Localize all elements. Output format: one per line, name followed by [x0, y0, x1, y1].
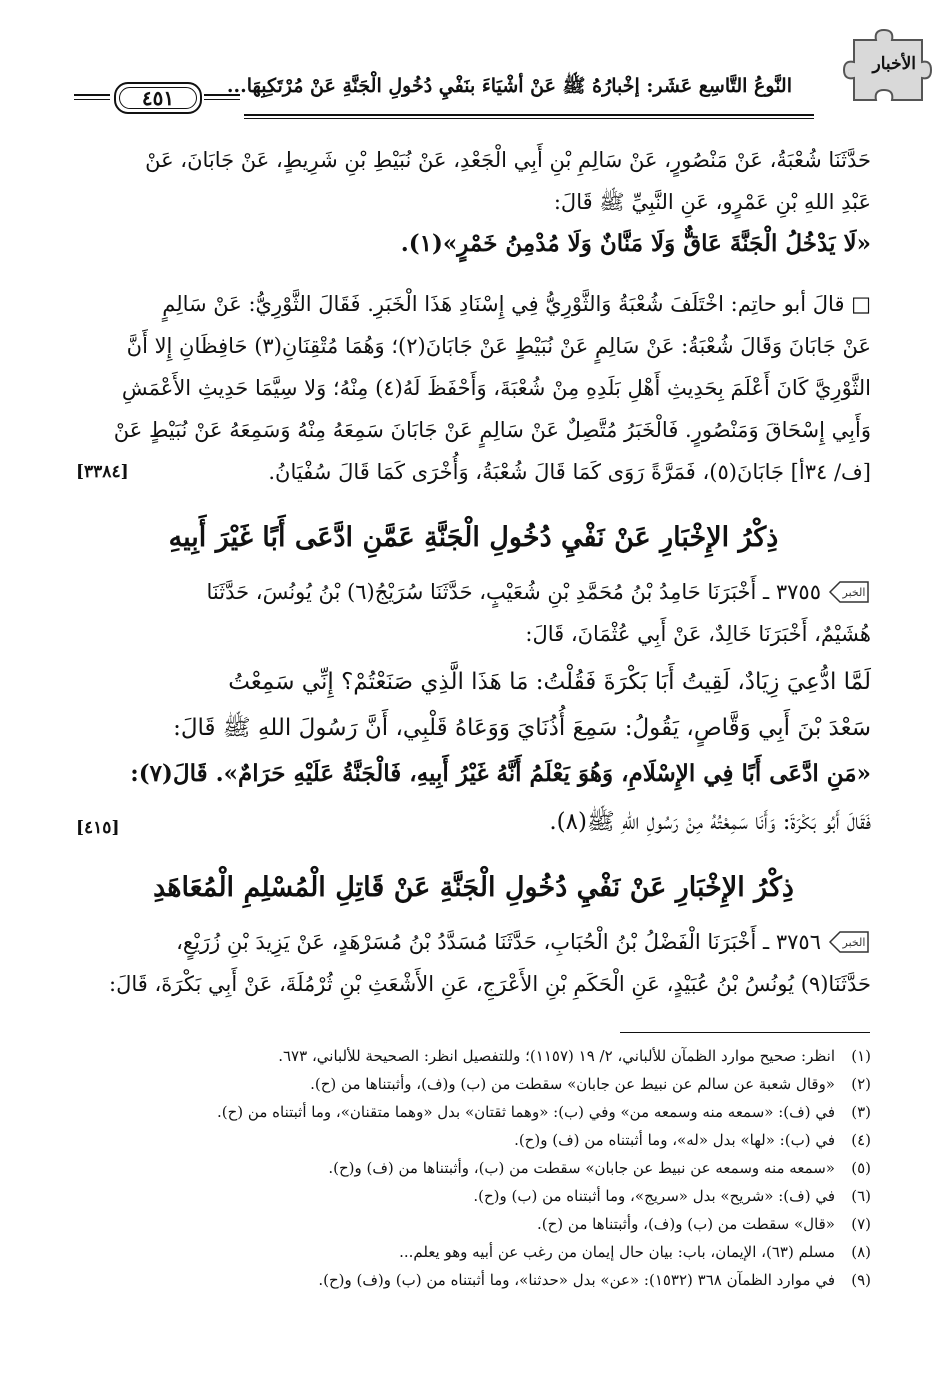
footnote-text: «قال» سقطت من (ب) و(ف)، وأثبتناها من (ح). — [536, 1215, 835, 1233]
text-line: فَقَالَ أَبُو بَكْرَةَ: وَأَنَا سَمِعْتُهُ مِنْ رَسُولِ اللهِ ﷺ(٨). — [549, 809, 871, 835]
header-rule-left — [74, 94, 110, 100]
section-heading: ذِكْرُ الإِخْبَارِ عَنْ نَفْيِ دُخُولِ الْجَنَّةِ عَمَّنِ ادَّعَى أَبًا غَيْرَ أَبِيهِ — [168, 522, 779, 553]
khabar-marker-icon — [826, 580, 872, 604]
footnote-number: (٤) — [851, 1131, 871, 1149]
khabar-label: الخبر — [842, 936, 866, 949]
header-rule — [244, 114, 814, 116]
text-line: وَأَبِي إِسْحَاقَ وَمَنْصُورٍ. فَالْخَبَرُ مُتَّصِلٌ عَنْ سَالِمٍ عَنْ جَابَانَ سَمِعَهُ مِنْهُ وَسَمِعَهُ عَنْ نُبَيْطٍ عَنْ — [113, 418, 871, 442]
section-heading: ذِكْرُ الإِخْبَارِ عَنْ نَفْيِ دُخُولِ الْجَنَّةِ عَنْ قَاتِلِ الْمُسْلِمِ الْمُعَاهَدِ — [153, 872, 794, 903]
page-number — [114, 82, 202, 114]
footnote — [76, 1100, 871, 1124]
footnote-number: (٩) — [851, 1271, 871, 1289]
text-line: ٣٧٥٦ ـ أَخْبَرَنَا الْفَضْلُ بْنُ الْحُبَابِ، حَدَّثَنَا مُسَدَّدُ بْنُ مُسَرْهَدٍ، عَنْ يَزِيدَ بْنِ زُرَيْعٍ، — [176, 930, 821, 954]
footnote-text: في موارد الظمآن ٣٦٨ (١٥٣٢): «عن» بدل «حدثنا»، وما أثبتناه من (ب) و(ف) و(ح). — [318, 1271, 835, 1289]
running-title: النَّوعُ التَّاسِع عَشَر: إخْبارُهُ ﷺ عَنْ أشْيَاءَ بنَفْيِ دُخُولِ الْجَنَّةِ عَنْ مُرْتَكِبِهَا... — [226, 75, 792, 97]
footnote — [76, 1128, 871, 1152]
footnote — [76, 1044, 871, 1068]
text-line: عَبْدِ اللهِ بْنِ عَمْرٍو، عَنِ النَّبِيِّ ﷺ قَالَ: — [553, 190, 871, 214]
footnote-number: (١) — [851, 1047, 871, 1065]
footnote — [76, 1212, 871, 1236]
footnote-text: انظر: صحيح موارد الظمآن للألباني، ٢/ ١٩ (١١٥٧)؛ وللتفصيل انظر: الصحيحة للألباني، ٦٧٣. — [278, 1047, 835, 1065]
text-line: عَنْ جَابَانَ وَقَالَ شُعْبَةُ: عَنْ سَالِمٍ عَنْ نُبَيْطٍ عَنْ جَابَانَ(٢)؛ وَهُمَا مُتْقِنَانِ(٣) حَافِظَانِ إِلا أَنَّ — [126, 334, 871, 358]
hadith-number-line: ٣٧٥٥ ـ أَخْبَرَنَا حَامِدُ بْنُ مُحَمَّدِ بْنِ شُعَيْبٍ، حَدَّثَنَا سُرَيْجُ(٦) بْنُ يُونُسَ، حَدَّثَنَا — [206, 580, 821, 604]
footnote — [76, 1184, 871, 1208]
footnote-number: (٥) — [851, 1159, 871, 1177]
page-number-text: ٤٥١ — [141, 86, 175, 110]
footnote — [76, 1240, 871, 1264]
page-header — [74, 70, 874, 120]
footnote-number: (٦) — [851, 1187, 871, 1205]
hadith-text: «لَا يَدْخُلُ الْجَنَّةَ عَاقٌّ وَلَا مَنَّانٌ وَلَا مُدْمِنُ خَمْرٍ»(١). — [400, 230, 871, 257]
footnote — [76, 1268, 871, 1292]
footnote — [76, 1156, 871, 1180]
text-line: لَمَّا ادُّعِيَ زِيَادٌ، لَقِيتُ أَبَا بَكْرَةَ فَقُلْتُ: مَا هَذَا الَّذِي صَنَعْتُمْ؟ إِنِّي سَمِعْتُ — [228, 669, 871, 695]
footnote-text: في (ف): «سمعه منه وسمعه من» وفي (ب): «وهما ثقتان» بدل «وهما متقنان»، وما أثبتناه من (ح). — [217, 1103, 835, 1121]
footnote-number: (٧) — [851, 1215, 871, 1233]
hadith-text: «مَنِ ادَّعَى أَبًا فِي الإِسْلَامِ، وَهُوَ يَعْلَمُ أَنَّهُ غَيْرُ أَبِيهِ، فَالْجَنَّةُ عَلَيْهِ حَرَامٌ». قَالَ(٧): — [130, 760, 871, 787]
text-line: □ قالَ أبو حاتِم: اخْتَلَفَ شُعْبَةُ وَالثَّوْرِيُّ فِي إِسْنَادِ هَذَا الْخَبَرِ. فَقَالَ الثَّوْرِيُّ: عَنْ سَالِمٍ — [162, 292, 871, 316]
footnote-number: (٨) — [851, 1243, 871, 1261]
footnote-text: في (ف): «شريح» بدل «سريج»، وما أثبتناه من (ب) و(ح). — [473, 1187, 835, 1205]
header-rule-thin — [244, 118, 814, 119]
reference-number: [٣٣٨٤] — [76, 462, 129, 482]
footnote-text: في (ب): «لها» بدل «له»، وما أثبتناه من (ف) و(ح). — [514, 1131, 835, 1149]
text-line: حَدَّثَنَا شُعْبَةُ، عَنْ مَنْصُورٍ، عَنْ سَالِمِ بْنِ أَبِي الْجَعْدِ، عَنْ نُبَيْطِ بْنِ شَرِيطٍ، عَنْ جَابَانَ، عَنْ — [145, 148, 871, 172]
footnote-text: مسلم (٦٣)، الإيمان، باب: بيان حال إيمان من رغب عن أبيه وهو يعلم... — [399, 1243, 835, 1261]
text-line: الثَّوْرِيَّ كَانَ أَعْلَمَ بِحَدِيثِ أَهْلِ بَلَدِهِ مِنْ شُعْبَةَ، وَأَحْفَظَ لَهُ(٤) مِنْهُ؛ وَلا سِيَّمَا حَدِيثِ الأَعْمَشِ — [121, 376, 871, 400]
footnote-separator — [620, 1032, 870, 1033]
text-line — [76, 576, 821, 608]
footnote-number: (٣) — [851, 1103, 871, 1121]
footnote — [76, 1072, 871, 1096]
text-line: [ف/ ٣٤أ] جَابَانَ(٥)، فَمَرَّةً رَوَى كَمَا قَالَ شُعْبَةُ، وَأُخْرَى كَمَا قَالَ سُفْيَانُ. — [268, 460, 871, 484]
khabar-label: الخبر — [842, 586, 866, 599]
text-line: سَعْدَ بْنَ أَبِي وَقَّاصٍ، يَقُولُ: سَمِعَ أُذُنَايَ وَوَعَاهُ قَلْبِي، أَنَّ رَسُولَ اللهِ ﷺ قَالَ: — [173, 715, 871, 741]
text-line: هُشَيْمٌ، أَخْبَرَنَا خَالِدٌ، عَنْ أَبِي عُثْمَانَ، قَالَ: — [525, 622, 871, 646]
khabar-marker-icon — [826, 930, 872, 954]
footnote-text: «وقال شعبة عن سالم عن نبيط عن جابان» سقطت من (ب) و(ف)، وأثبتناها من (ح). — [310, 1075, 835, 1093]
footnote-number: (٢) — [851, 1075, 871, 1093]
reference-number: [٤١٥] — [76, 818, 120, 838]
footnote-text: «سمعه منه وسمعه عن نبيط عن جابان» سقطت من (ب)، وأثبتناها من (ف) و(ح). — [328, 1159, 835, 1177]
text-line: حَدَّثَنَا(٩) يُونُسُ بْنُ عُبَيْدٍ، عَنِ الْحَكَمِ بْنِ الأَعْرَجِ، عَنِ الأَشْعَثِ بْنِ ثُرْمُلَةَ، عَنْ أَبِي بَكْرَةَ، قَالَ: — [109, 972, 871, 996]
section-badge: الأخبار — [872, 54, 916, 74]
